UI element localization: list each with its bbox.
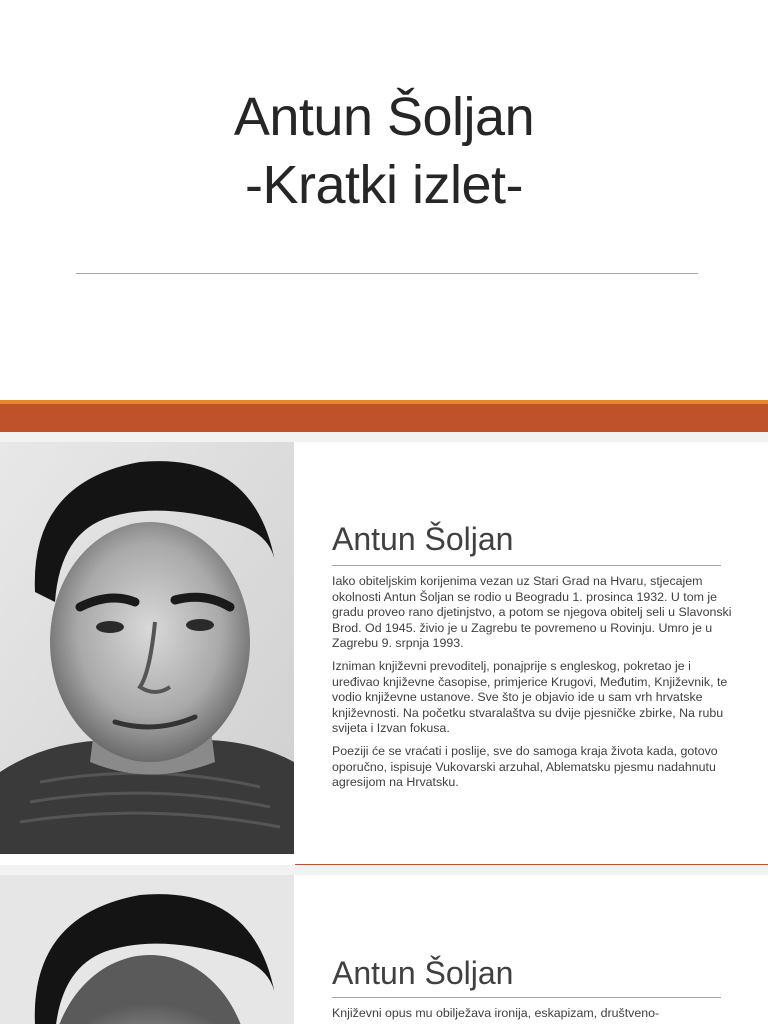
slide-separator	[0, 865, 768, 875]
works-paragraph: Književni opus mu obilježava ironija, eskapizam, društveno-	[332, 1006, 660, 1020]
bio-paragraph: Poeziji će se vraćati i poslije, sve do samoga kraja života kada, gotovo oporučno, ispisuje Vukovarski arzuhal, Ablematsku pjesmu nadahnutu agresijom na Hrvatsku.	[332, 743, 718, 790]
portrait-photo	[0, 442, 294, 854]
title-slide	[0, 0, 768, 400]
slide-separator	[0, 432, 768, 442]
bio-body	[332, 574, 732, 798]
bio-heading: Antun Šoljan	[332, 521, 514, 557]
accent-band	[0, 400, 768, 432]
bio-paragraph: Iako obiteljskim korijenima vezan uz Stari Grad na Hvaru, stjecajem okolnosti Antun Šoljan se rodio u Beogradu 1. prosinca 1932. U tom je gradu proveo rano djetinjstvo, a potom se njegova obitelj seli u Slavonski Brod. Od 1945. živio je u Zagrebu te povremeno u Rovinju. Umro je u Zagrebu 9. srpnja 1993.	[332, 574, 732, 651]
works-heading: Antun Šoljan	[332, 955, 514, 991]
presentation-title: Antun Šoljan	[233, 87, 535, 147]
portrait-photo	[0, 875, 294, 1024]
presentation-subtitle: -Kratki izlet-	[244, 155, 524, 215]
bio-paragraph: Izniman književni prevoditelj, ponajprije s engleskog, pokretao je i uređivao književne časopise, primjerice Krugovi, Međutim, Književnik, te vodio književne ustanove. Sve što je objavio ide u sam vrh hrvatske književnosti. Na početku stvaralaštva su dvije pjesničke zbirke, Na rubu svijeta i Izvan fokusa.	[332, 658, 728, 736]
works-heading-divider	[332, 997, 721, 998]
title-divider	[76, 273, 698, 274]
bio-heading-divider	[332, 565, 721, 566]
